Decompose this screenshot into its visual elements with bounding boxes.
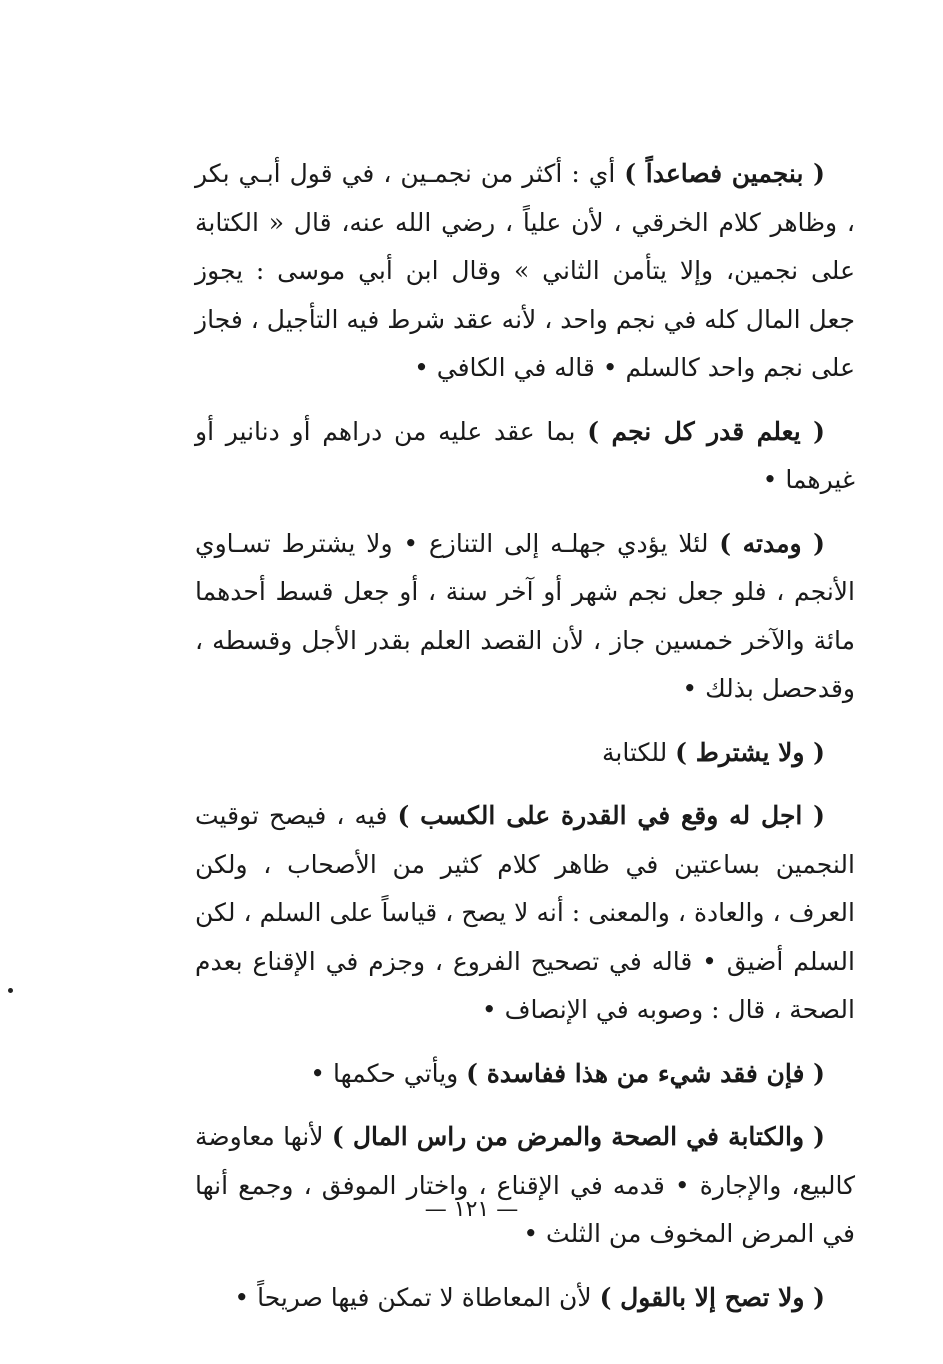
scan-speck (8, 988, 13, 993)
sharh-text: لئلا يؤدي جهلـه إلى التنازع • ولا يشترط تسـاوي الأنجم ، فلو جعل نجم شهر أو آخر سنة ، أو جعل قسط أحدهما مائة والآخر خمسين جاز ، لأن القصد العلم بقدر الأجل وقسطه ، وقدحصل بذلك • (195, 528, 855, 703)
matn-text: ( يعلم قدر كل نجم ) (587, 416, 825, 446)
paragraph (195, 150, 855, 393)
matn-text: ( ولا يشترط ) (675, 737, 825, 767)
sharh-text: بما عقد عليه من دراهم أو دنانير أو غيرهما • (195, 416, 855, 494)
sharh-text: فيه ، فيصح توقيت النجمين بساعتين في ظاهر كلام كثير من الأصحاب ، ولكن العرف ، والعادة ، والمعنى : أنه لا يصح ، قياساً على السلم ، لكن السلم أضيق • قاله في تصحيح الفروع ، وجزم في الإقناع بعدم الصحة ، قال : وصوبه في الإنصاف • (195, 801, 855, 1024)
page-body (195, 150, 855, 1322)
matn-text: ( ولا تصح إلا بالقول ) (599, 1282, 825, 1312)
paragraph (195, 1050, 855, 1099)
matn-text: ( اجل له وقع في القدرة على الكسب ) (397, 801, 825, 830)
sharh-text: لأنها معاوضة كالبيع، والإجارة • قدمه في الإقناع ، واختار الموفق ، وجمع أنها في المرض المخوف من الثلث • (195, 1122, 855, 1248)
sharh-text: ويأتي حكمها • (310, 1058, 467, 1088)
paragraph (195, 1113, 855, 1259)
matn-text: ( ومدته ) (719, 528, 825, 558)
matn-text: ( والكتابة في الصحة والمرض من راس المال ) (331, 1122, 826, 1151)
paragraph (195, 408, 855, 505)
paragraph (195, 792, 855, 1035)
matn-text: ( فإن فقد شيء من هذا ففاسدة ) (466, 1058, 825, 1088)
paragraph (195, 520, 855, 714)
sharh-text: لأن المعاطاة لا تمكن فيها صريحاً • (234, 1282, 600, 1312)
sharh-text: أي : أكثر من نجمـين ، في قول أبـي بكر ، وظاهر كلام الخرقي ، لأن علياً ، رضي الله عنه، قال « الكتابة على نجمين، وإلا يتأمن الثاني » وقال ابن أبي موسى : يجوز جعل المال كله في نجم واحد ، لأنه عقد شرط فيه التأجيل ، فجاز على نجم واحد كالسلم • قاله في الكافي • (195, 159, 855, 382)
page-number: — ١٢١ — (424, 1197, 519, 1222)
matn-text: ( بنجمين فصاعداً ) (624, 159, 825, 188)
sharh-text: للكتابة (602, 737, 676, 767)
paragraph (195, 729, 855, 778)
paragraph (195, 1274, 855, 1323)
